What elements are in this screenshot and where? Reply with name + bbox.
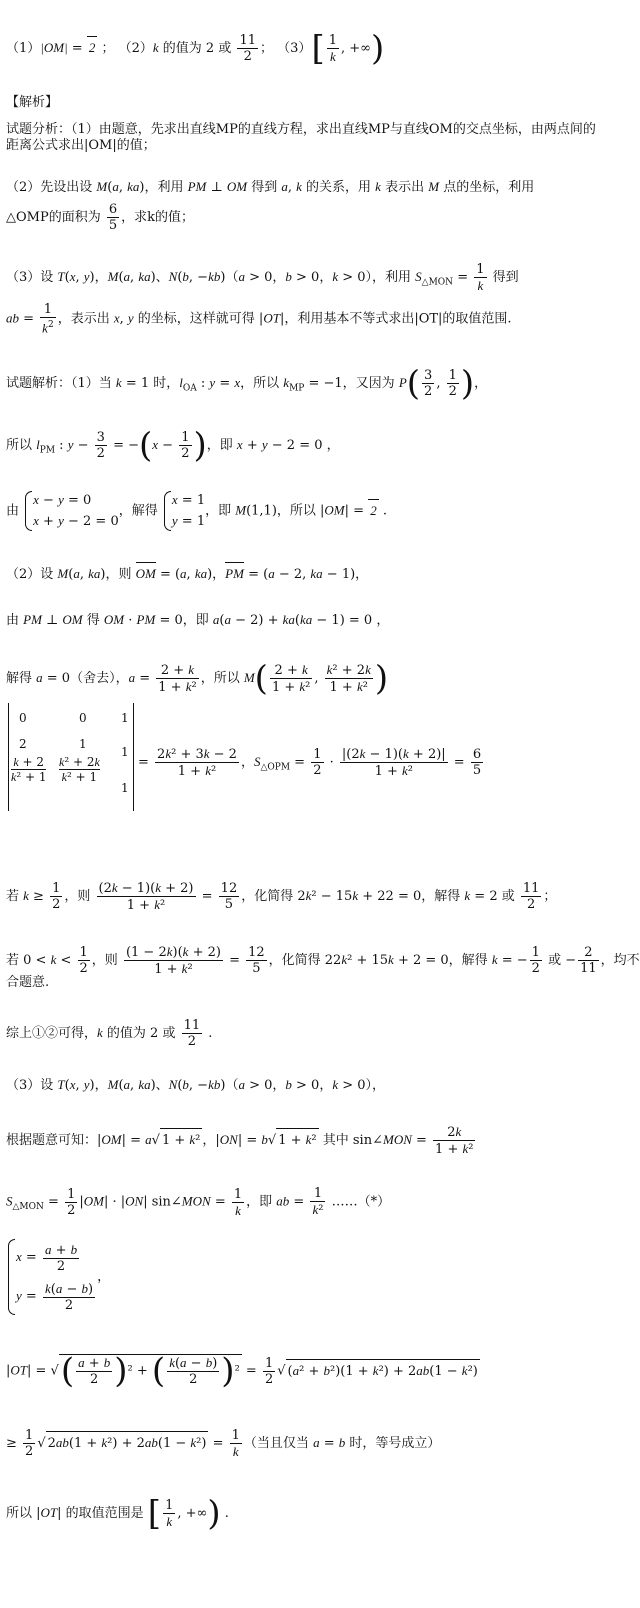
solution-step-9b: 合题意. xyxy=(6,975,50,990)
analysis-header: 【解析】 xyxy=(6,95,59,110)
solution-step-17: 所以 |OT| 的取值范围是 [ $\frac{1}{k}$ , +∞) . xyxy=(6,1493,229,1534)
answer-part2-label: （2） xyxy=(118,41,153,56)
solution-step-3: 由 x − y = 0 x + y − 2 = 0 ，解得 x = 1 y = 1 ，即 M(1,1)，所以 |OM| = 2 . xyxy=(6,490,624,532)
solution-step-13: $S_{\triangle MON}$ = $\frac{1}{2}$ |OM| · |ON| sin∠MON = $\frac{1}{k}$ ，即 ab = $\frac{1}{\text{k²}}$ ……（*） xyxy=(6,1186,391,1218)
analysis-paragraph-3a: （3）设 T(x, y)，M(a, ka)、N(b, −kb)（a > 0，b > 0，k > 0），利用 $S_{\triangle MON}$ = $\frac{1}{k}$ 得到 xyxy=(6,262,519,293)
solution-step-11: （3）设 T(x, y)，M(a, ka)、N(b, −kb)（a > 0，b > 0，k > 0）， xyxy=(6,1077,386,1093)
solution-step-14: x = $\frac{a + b}{2}$ y = $\frac{k(a - b)}{2}$ ， xyxy=(6,1238,624,1316)
analysis-paragraph-2b: △OMP的面积为 $\frac{6}{5}$ ，求k的值； xyxy=(6,202,195,233)
solution-step-16: ≥ $\frac{1}{2}$ √ 2ab(1 + k²) + 2ab(1 − k²) = $\frac{1}{k}$ （当且仅当 a = b 时，等号成立） xyxy=(6,1428,441,1459)
solution-step-8: 若 k ≥ $\frac{1}{2}$ ，则 $\frac{(2k - 1)(k + 2)}{\text{1 + k²}}$ = $\frac{12}{5}$ ，化简得 2k² − 15k + 22 = 0，解得 k = 2 或 $\frac{11}{2}$ ； xyxy=(6,880,557,913)
solution-step-10: 综上①②可得，k 的值为 2 或 $\frac{11}{2}$ . xyxy=(6,1018,213,1049)
answer-part1-label: （1） xyxy=(6,41,41,56)
analysis-paragraph-2a: （2）先设出设 M(a, ka)，利用 PM ⊥ OM 得到 a, k 的关系，用 k 表示出 M 点的坐标，利用 xyxy=(6,179,535,195)
solution-step-1: 试题解析：（1）当 k = 1 时，$l_{OA}$ : y = x，所以 $k_{MP} = -1$，又因为 P( $\frac{3}{2}$ , $\frac{1}{2}$ )， xyxy=(6,363,488,404)
solution-step-5: 由 PM ⊥ OM 得 OM · PM = 0，即 a(a − 2) + ka(ka − 1) = 0 ， xyxy=(6,612,390,628)
solution-step-2: 所以 $l_{PM}$ : y − $\frac{3}{2}$ = −(x − $\frac{1}{2}$ )，即 x + y − 2 = 0 ， xyxy=(6,425,340,466)
solution-step-6: 解得 a = 0（舍去），a = $\frac{2 + k}{\text{1 + k²}}$ ，所以 M( $\frac{2 + k}{\text{1 + k²}}$ , $\frac{\text{k² + 2k}}{\text{1 + k²}}$ ) xyxy=(6,658,389,699)
determinant-matrix: 0 0 1 2 1 1 k + 2 k² + 1 k² + 2k k² + 1 1 xyxy=(8,703,134,811)
analysis-paragraph-1: 试题分析：（1）由题意，先求出直线MP的直线方程，求出直线MP与直线OM的交点坐标，由两点间的距离公式求出|OM|的值； xyxy=(6,122,596,153)
answer-line: （1）|OM| = 2 ； （2）k 的值为 2 或 $\frac{11}{2}$ ； （3）[ $\frac{1}{k}$ , +∞) xyxy=(6,28,385,69)
solution-step-15: |OT| = √( $\frac{a + b}{2}$ )² + ( $\frac{k(a - b)}{2}$ )² = $\frac{1}{2}$ √ (a² + b²)(1 + k²) + 2ab(1 − k²) xyxy=(6,1351,478,1391)
solution-step-4: （2）设 M(a, ka)，则 OM = (a, ka)，PM = (a − 2, ka − 1)， xyxy=(6,562,624,586)
solution-step-12: 根据题意可知：|OM| = a√ 1 + k² ，|ON| = b√ 1 + k² 其中 sin∠MON = $\frac{2k}{\text{1 + k²}}$ xyxy=(6,1124,474,1157)
answer-part3-label: （3） xyxy=(277,41,312,56)
solution-step-7: = $\frac{\text{2k² + 3k − 2}}{\text{1 + k²}}$ ，$S_{\triangle OPM}$ = $\frac{1}{2}$ · $\frac{|(2k - 1)(k + 2)|}{\text{1 + k²}}$ = $\frac{6}{5}$ xyxy=(138,746,482,779)
analysis-paragraph-3b: ab = $\frac{1}{k^2}$ ，表示出 x, y 的坐标，这样就可得 |OT|，利用基本不等式求出|OT|的取值范围. xyxy=(6,302,512,336)
solution-step-9: 若 0 < k < $\frac{1}{2}$ ，则 $\frac{(1 - 2k)(k + 2)}{\text{1 + k²}}$ = $\frac{12}{5}$ ，化简得 22k² + 15k + 2 = 0，解得 k = − $\frac{1}{2}$ 或 − $\frac{2}{11}$ ，均不 xyxy=(6,944,640,977)
